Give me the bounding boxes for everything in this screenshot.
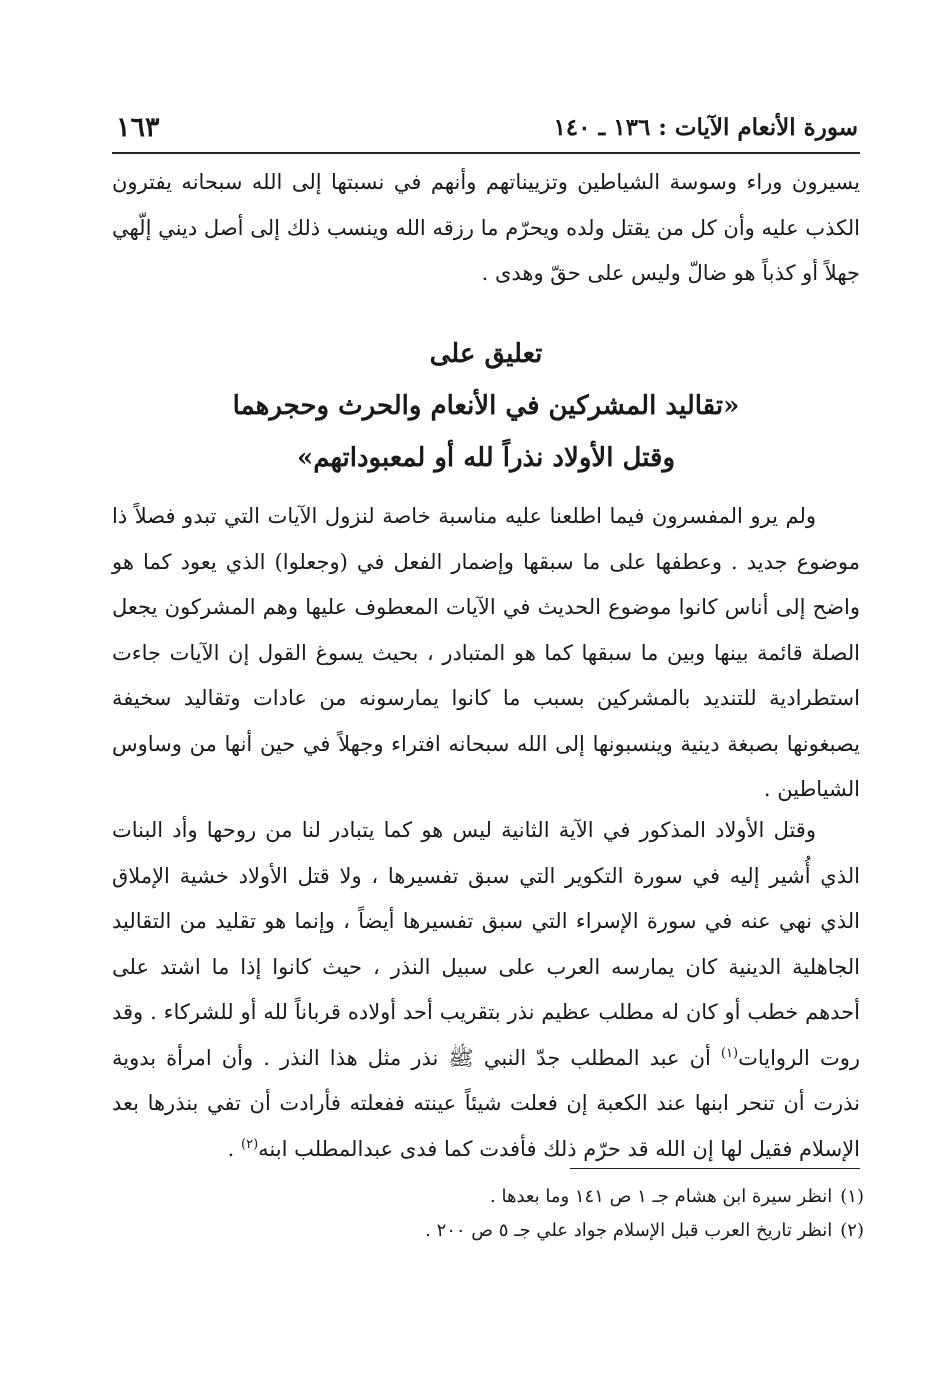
- section-heading-line-2: «تقاليد المشركين في الأنعام والحرث وحجرهما: [232, 391, 740, 421]
- intro-text: يسيرون وراء وسوسة الشياطين وتزييناتهم وأنهم في نسبتها إلى الله سبحانه يفترون الكذب عليه وأن كل من يقتل ولده ويحرّم ما رزقه الله وينسب ذلك إلى أصل ديني إلّهي جهلاً أو كذباً هو ضالّ وليس على حقّ وهدى .: [112, 170, 860, 285]
- paragraph-2-part-a: وقتل الأولاد المذكور في الآية الثانية ليس هو كما يتبادر لنا من روحها وأد البنات الذي أُشير إليه في سورة التكوير التي سبق تفسيرها ، ولا قتل الأولاد خشية الإملاق الذي نهي عنه في سورة الإسراء التي سبق تفسيرها أيضاً ، وإنما هو تقليد من التقاليد الجاهلية الدينية كان يمارسه العرب على سبيل النذر ، حيث كانوا إذا ما اشتد على أحدهم خطب أو كان له مطلب عظيم نذر بتقريب أحد أولاده قرباناً لله أو للشركاء . وقد روت الروايات: [112, 818, 860, 1070]
- footnotes: [112, 1180, 864, 1248]
- header-divider: [112, 152, 860, 154]
- footnote-2-number: (٢): [840, 1220, 864, 1241]
- footnote-1: [112, 1180, 864, 1214]
- paragraph-2-part-b: أن عبد المطلب جدّ النبي ﷺ نذر مثل هذا النذر . وأن امرأة بدوية نذرت أن تنحر ابنها عند الكعبة إن فعلت شيئاً عينته ففعلته فأرادت أن تفي بنذرها بعد الإسلام فقيل لها إن الله قد حرّم ذلك فأفدت كما فدى عبدالمطلب ابنه: [112, 1045, 860, 1161]
- footnote-ref-2[interactable]: (٢): [241, 1136, 259, 1152]
- body-paragraph-2: [112, 808, 860, 1172]
- body-paragraph-1: [112, 494, 860, 813]
- footnote-1-number: (١): [840, 1186, 864, 1207]
- footnote-2: [112, 1214, 864, 1248]
- running-header: [108, 108, 858, 148]
- section-heading-line-1: تعليق على: [429, 339, 543, 369]
- paragraph-1-text: ولم يرو المفسرون فيما اطلعنا عليه مناسبة خاصة لنزول الآيات التي تبدو فصلاً ذا موضوع جديد . وعطفها على ما سبقها وإضمار الفعل في (وجعلوا) الذي يعود كما هو واضح إلى أناس كانوا موضوع الحديث في الآيات المعطوف عليها وهم المشركون يجعل الصلة قائمة بينها وبين ما سبقها كما هو المتبادر ، بحيث يسوغ القول إن الآيات جاءت استطرادية للتنديد بالمشركين بسبب ما كانوا يمارسونه من عادات وتقاليد سخيفة يصبغونها بصبغة دينية وينسبونها إلى الله سبحانه افتراء وجهلاً في حين أنها من وساوس الشياطين .: [112, 504, 860, 801]
- paragraph-2-part-c: .: [227, 1136, 242, 1161]
- paragraph-2-text: [112, 808, 860, 1172]
- intro-paragraph: [112, 160, 860, 297]
- header-title: سورة الأنعام الآيات : ١٣٦ ـ ١٤٠: [553, 114, 858, 141]
- page-number: ١٦٣: [116, 112, 160, 143]
- footnote-1-text: انظر سيرة ابن هشام جـ ١ ص ١٤١ وما بعدها .: [490, 1186, 833, 1207]
- footnote-ref-1[interactable]: (١): [720, 1045, 739, 1061]
- section-heading-line-3: وقتل الأولاد نذراً لله أو لمعبوداتهم»: [296, 443, 676, 473]
- footnote-2-text: انظر تاريخ العرب قبل الإسلام جواد علي جـ ٥ ص ٢٠٠ .: [425, 1220, 833, 1241]
- footnote-divider: [570, 1168, 860, 1169]
